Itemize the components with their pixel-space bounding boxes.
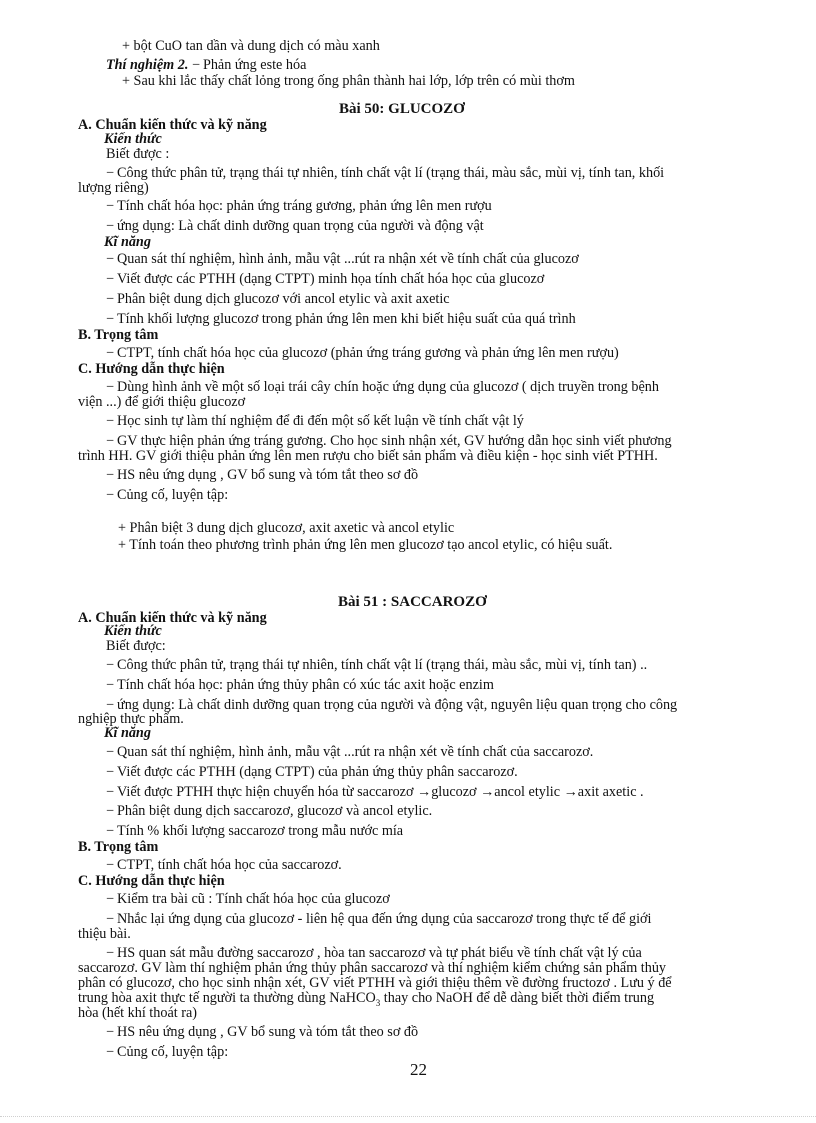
skill-item: − Viết được các PTHH (dạng CTPT) của phản ứng thủy phân saccarozơ. xyxy=(106,764,518,780)
knowledge-item: − Công thức phân tử, trạng thái tự nhiên, tính chất vật lí (trạng thái, màu sắc, mùi vị, tính tan, khối xyxy=(106,165,665,181)
knowledge-heading: Kiến thức xyxy=(104,623,162,639)
knowledge-item: − Tính chất hóa học: phản ứng thủy phân có xúc tác axit hoặc enzim xyxy=(106,677,494,693)
subscript: 3 xyxy=(375,997,381,1008)
skill-item-conversion: − Viết được PTHH thực hiện chuyển hóa từ saccarozơ →glucozơ →ancol etylic →axit axetic . xyxy=(106,784,644,800)
skill-item: − Tính % khối lượng saccarozơ trong mẫu nước mía xyxy=(106,823,404,839)
know-intro: Biết được : xyxy=(106,146,170,162)
guide-item: − HS nêu ứng dụng , GV bổ sung và tóm tắt theo sơ đồ xyxy=(106,467,419,483)
section-a-heading: A. Chuẩn kiến thức và kỹ năng xyxy=(78,117,267,133)
arrow-icon: → xyxy=(417,784,432,800)
guide-item: − HS quan sát mẫu đường saccarozơ , hòa tan saccarozơ và tự phát biểu về tính chất vật lý của xyxy=(106,945,642,961)
guide-item-cont: viện ...) để giới thiệu glucozơ xyxy=(78,394,246,410)
guide-item: − Kiểm tra bài cũ : Tính chất hóa học của glucozơ xyxy=(106,891,390,907)
section-b-heading: B. Trọng tâm xyxy=(78,839,159,855)
guide-item: − Dùng hình ảnh về một số loại trái cây chín hoặc ứng dụng của glucozơ ( dịch truyền trong bệnh xyxy=(106,379,659,395)
experiment-2-text: Phản ứng este hóa xyxy=(202,57,307,73)
guide-item: − Học sinh tự làm thí nghiệm để đi đến một số kết luận về tính chất vật lý xyxy=(106,413,524,429)
lesson-50-title: Bài 50: GLUCOZƠ xyxy=(339,101,465,117)
knowledge-item: − Tính chất hóa học: phản ứng tráng gương, phản ứng lên men rượu xyxy=(106,198,492,214)
page-bottom-divider xyxy=(0,1116,816,1117)
guide-item-cont: thiệu bài. xyxy=(78,926,131,942)
arrow-icon: → xyxy=(563,784,578,800)
focus-item: − CTPT, tính chất hóa học của glucozơ (phản ứng tráng gương và phản ứng lên men rượu) xyxy=(106,345,619,361)
guide-item-cont: trình HH. GV giới thiệu phản ứng lên men rượu cho biết sản phẩm và điều kiện - học sinh viết PTHH. xyxy=(78,448,658,464)
guide-item: − HS nêu ứng dụng , GV bổ sung và tóm tắt theo sơ đồ xyxy=(106,1024,419,1040)
practice-item: + Tính toán theo phương trình phản ứng lên men glucozơ tạo ancol etylic, có hiệu suất. xyxy=(118,537,613,553)
section-c-heading: C. Hướng dẫn thực hiện xyxy=(78,361,225,377)
skills-heading: Kĩ năng xyxy=(104,725,151,741)
guide-item: − Củng cố, luyện tập: xyxy=(106,487,229,503)
guide-item: − Nhắc lại ứng dụng của glucozơ - liên hệ qua đến ứng dụng của saccarozơ trong thực tế để giới xyxy=(106,911,652,927)
experiment-2-line xyxy=(106,57,306,73)
knowledge-item-cont: lượng riêng) xyxy=(78,180,149,196)
know-intro: Biết được: xyxy=(106,638,166,654)
skill-item: − Viết được các PTHH (dạng CTPT) minh họa tính chất hóa học của glucozơ xyxy=(106,271,545,287)
knowledge-item: − ứng dụng: Là chất dinh dưỡng quan trọng của người và động vật xyxy=(106,218,484,234)
knowledge-item: − ứng dụng: Là chất dinh dưỡng quan trọng của người và động vật, nguyên liệu quan trọng cho công xyxy=(106,697,678,713)
experiment-2-label: Thí nghiệm 2. xyxy=(106,57,189,73)
knowledge-item: − Công thức phân tử, trạng thái tự nhiên, tính chất vật lí (trạng thái, màu sắc, mùi vị, tính tan) .. xyxy=(106,657,648,673)
knowledge-heading: Kiến thức xyxy=(104,131,162,147)
guide-item: − GV thực hiện phản ứng tráng gương. Cho học sinh nhận xét, GV hướng dẫn học sinh viết phương xyxy=(106,433,672,449)
guide-item: − Củng cố, luyện tập: xyxy=(106,1044,229,1060)
skills-heading: Kĩ năng xyxy=(104,234,151,250)
skill-item: − Quan sát thí nghiệm, hình ảnh, mẫu vật ...rút ra nhận xét về tính chất của saccarozơ. xyxy=(106,744,594,760)
skill-item: − Quan sát thí nghiệm, hình ảnh, mẫu vật ...rút ra nhận xét về tính chất của glucozơ xyxy=(106,251,579,267)
dash-bullet: − xyxy=(191,57,200,73)
lesson-51-title: Bài 51 : SACCAROZƠ xyxy=(338,594,487,610)
arrow-icon: → xyxy=(480,784,495,800)
knowledge-item-cont: nghiệp thực phẩm. xyxy=(78,711,184,727)
guide-item-cont: saccarozơ. GV làm thí nghiệm phản ứng thủy phân saccarozơ và thí nghiệm kiểm chứng sản phẩm thủy xyxy=(78,960,667,976)
skill-item: − Tính khối lượng glucozơ trong phản ứng lên men khi biết hiệu suất của quá trình xyxy=(106,311,576,327)
section-b-heading: B. Trọng tâm xyxy=(78,327,159,343)
practice-item: + Phân biệt 3 dung dịch glucozơ, axit axetic và ancol etylic xyxy=(118,520,455,536)
top-line-1: + bột CuO tan dần và dung dịch có màu xanh xyxy=(122,38,380,54)
skill-item: − Phân biệt dung dịch glucozơ với ancol etylic và axit axetic xyxy=(106,291,450,307)
guide-item-cont: phân có glucozơ, cho học sinh nhận xét, GV viết PTHH và giới thiệu thêm về đường fructozơ . Lưu ý để xyxy=(78,975,672,991)
section-c-heading: C. Hướng dẫn thực hiện xyxy=(78,873,225,889)
focus-item: − CTPT, tính chất hóa học của saccarozơ. xyxy=(106,857,342,873)
page-number: 22 xyxy=(410,1060,427,1079)
guide-item-cont: hòa (hết khí thoát ra) xyxy=(78,1005,197,1021)
top-line-3: + Sau khi lắc thấy chất lỏng trong ống phân thành hai lớp, lớp trên có mùi thơm xyxy=(122,73,575,89)
skill-item: − Phân biệt dung dịch saccarozơ, glucozơ và ancol etylic. xyxy=(106,803,433,819)
guide-item-cont: trung hòa axit thực tế người ta thường dùng NaHCO$_3$ thay cho NaOH để dễ dàng biết thời điểm trung xyxy=(78,990,655,1008)
section-a-heading: A. Chuẩn kiến thức và kỹ năng xyxy=(78,610,267,626)
